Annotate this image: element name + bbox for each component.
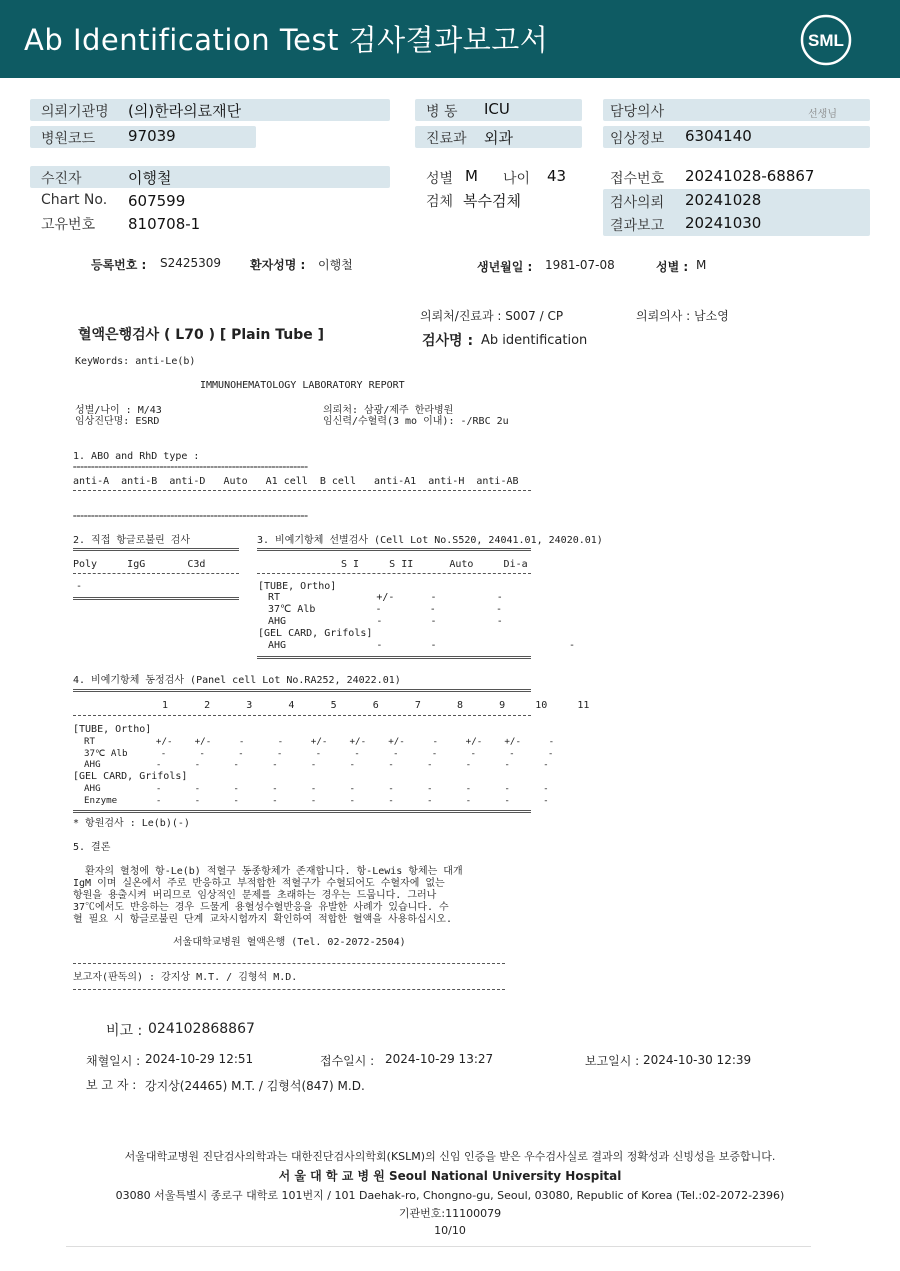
s1-rule-bottom: =================================================================: [73, 513, 308, 520]
name-value: 이행철: [318, 258, 353, 272]
s3-37: 37℃ Alb - - -: [268, 604, 502, 615]
s4-enzyme: Enzyme - - - - - - - - - - -: [84, 795, 549, 806]
specimen-label: 검체: [426, 194, 454, 210]
report-lab-title: IMMUNOHEMATOLOGY LABORATORY REPORT: [200, 380, 405, 391]
exam-name-value: Ab identification: [481, 333, 588, 348]
institution-label: 의뢰기관명: [41, 104, 109, 120]
uid-value: 810708-1: [128, 215, 201, 233]
svg-text:SML: SML: [808, 31, 844, 50]
age-value: 43: [547, 167, 567, 185]
s3-divider: [257, 573, 531, 574]
reporter-value: 강지상(24465) M.T. / 김형석(847) M.D.: [145, 1079, 365, 1093]
hospital-code-value: 97039: [128, 127, 176, 145]
dept-label: 진료과: [426, 131, 467, 147]
chart-label: Chart No.: [41, 192, 108, 208]
page-number: 10/10: [434, 1224, 466, 1237]
s4-ahg: AHG - - - - - - - - - - -: [84, 759, 549, 770]
conclusion-line-1: 환자의 혈청에 항-Le(b) 적혈구 동종항체가 존재합니다. 항-Lewis 항체는 대개: [73, 866, 463, 877]
s3-gel: [GEL CARD, Grifols]: [258, 628, 373, 639]
result-label: 결과보고: [610, 218, 665, 234]
conclusion-line-3: 항원을 용출시켜 버리므로 임상적인 문제를 초래하는 경우는 드뭅니다. 그러나: [73, 890, 437, 901]
request-label: 검사의뢰: [610, 195, 665, 211]
report-pregnancy: 임신력/수혈력(3 mo 이내): -/RBC 2u: [323, 416, 509, 427]
s3-header: S I S II Auto Di-a: [341, 559, 528, 570]
s2-rule: [73, 548, 239, 551]
conclusion-line-4: 37℃에서도 반응하는 경우 드물게 용혈성수혈반응을 유발한 사례가 있습니다. 수: [73, 902, 449, 913]
s4-header: 1 2 3 4 5 6 7 8 9 10 11: [162, 700, 590, 711]
clinical-label: 임상정보: [610, 131, 665, 147]
dob-label: 생년월일 :: [477, 260, 533, 274]
s4-37: 37℃ Alb - - - - - - - - - - -: [84, 748, 554, 759]
specimen-value: 복수검체: [463, 192, 521, 210]
collect-value: 2024-10-29 12:51: [145, 1052, 254, 1066]
sex-bar-label: 성별 :: [656, 260, 689, 274]
reporter-label: 보 고 자 :: [86, 1078, 137, 1092]
report-sex-age: 성별/나이 : M/43: [75, 405, 162, 416]
ward-label: 병 동: [426, 104, 458, 120]
footer-org-number: 기관번호:11100079: [398, 1207, 502, 1220]
patient-row-bg: [30, 166, 390, 188]
footer-hospital-name: 서 울 대 학 교 병 원 Seoul National University Hospital: [278, 1169, 622, 1183]
footer-address: 03080 서울특별시 종로구 대학로 101번지 / 101 Daehak-ro, Chongno-gu, Seoul, 03080, Republic of Korea (Tel.:02-2072-2396): [115, 1189, 785, 1202]
ward-value: ICU: [484, 100, 510, 118]
patient-label: 수진자: [41, 171, 82, 187]
s1-title: 1. ABO and RhD type :: [73, 451, 200, 462]
s3-tube: [TUBE, Ortho]: [258, 581, 337, 592]
s2-value: -: [76, 581, 83, 592]
s1-rule: =================================================================: [73, 464, 308, 471]
s3-rule-bottom: [257, 656, 531, 659]
s3-rule: [257, 548, 531, 551]
sex-bar-value: M: [696, 258, 707, 272]
chart-value: 607599: [128, 192, 186, 210]
s2-header: Poly IgG C3d: [73, 559, 206, 570]
s1-header: anti-A anti-B anti-D Auto A1 cell B cell anti-A1 anti-H anti-AB: [73, 476, 519, 487]
reporter-rule-top: [73, 963, 505, 964]
dept-value: 외과: [484, 129, 513, 147]
receipt-value: 20241028-68867: [685, 167, 815, 185]
footer-divider: [66, 1246, 811, 1247]
reg-label: 등록번호 :: [91, 258, 147, 272]
age-label: 나이: [503, 171, 531, 187]
s4-gel-ahg: AHG - - - - - - - - - - -: [84, 783, 549, 794]
accept-value: 2024-10-29 13:27: [385, 1052, 494, 1066]
doctor-label: 담당의사: [610, 104, 665, 120]
reporter-rule-bottom: [73, 989, 505, 990]
s5-title: 5. 결론: [73, 842, 111, 853]
s3-rt: RT +/- - -: [268, 592, 503, 603]
name-label: 환자성명 :: [250, 258, 306, 272]
s4-divider: [73, 715, 531, 716]
s4-rt: RT +/- +/- - - +/- +/- +/- - +/- +/- -: [84, 736, 555, 747]
receipt-label: 접수번호: [610, 171, 665, 187]
report-time-label: 보고일시 :: [585, 1054, 640, 1068]
report-reporter: 보고자(판독의) : 강지상 M.T. / 김형석 M.D.: [73, 972, 298, 983]
s4-rule-bottom: [73, 810, 531, 813]
report-diagnosis: 임상진단명: ESRD: [75, 416, 160, 427]
s3-title: 3. 비예기항체 선별검사 (Cell Lot No.S520, 24041.01, 24020.01): [257, 535, 603, 546]
note-label: 비고 :: [106, 1023, 143, 1039]
conclusion-line-2: IgM 이며 실온에서 주로 반응하고 부적합한 적혈구가 수혈되어도 수혈자에 없는: [73, 878, 445, 889]
doctor-suffix: 선생님: [808, 109, 837, 120]
conclusion-line-5: 혈 필요 시 항글로불린 단계 교차시험까지 확인하여 적합한 혈액을 사용하십시오.: [73, 914, 452, 925]
s3-ahg: AHG - - -: [268, 616, 503, 627]
accept-label: 접수일시 :: [320, 1054, 375, 1068]
report-time-value: 2024-10-30 12:39: [643, 1053, 752, 1067]
note-value: 024102868867: [148, 1021, 255, 1037]
exam-doctor-line: 의뢰의사 : 남소영: [636, 309, 729, 323]
collect-label: 채혈일시 :: [86, 1054, 141, 1068]
s3-gel-ahg: AHG - - -: [268, 640, 576, 651]
result-value: 20241030: [685, 214, 762, 232]
s4-rule: [73, 689, 531, 692]
s4-tube: [TUBE, Ortho]: [73, 724, 152, 735]
s4-gel: [GEL CARD, Grifols]: [73, 771, 188, 782]
exam-dept-line: 의뢰처/진료과 : S007 / CP: [420, 309, 564, 323]
sex-label: 성별: [426, 171, 454, 187]
uid-label: 고유번호: [41, 217, 96, 233]
report-ref: 의뢰처: 삼광/제주 한라병원: [323, 405, 454, 416]
report-title: Ab Identification Test 검사결과보고서: [24, 23, 549, 57]
exam-section-title: 혈액은행검사 ( L70 ) [ Plain Tube ]: [78, 327, 325, 343]
s2-title: 2. 직접 항글로불린 검사: [73, 535, 191, 546]
request-value: 20241028: [685, 191, 762, 209]
clinical-value: 6304140: [685, 127, 752, 145]
hospital-code-label: 병원코드: [41, 131, 96, 147]
sml-logo: [798, 12, 854, 68]
exam-name-label: 검사명 :: [422, 333, 474, 349]
s4-title: 4. 비예기항체 동정검사 (Panel cell Lot No.RA252, 24022.01): [73, 675, 401, 686]
sex-value: M: [465, 167, 478, 185]
s2-divider: [73, 573, 239, 574]
lab-contact: 서울대학교병원 혈액은행 (Tel. 02-2072-2504): [173, 937, 406, 948]
report-keywords: KeyWords: anti-Le(b): [75, 356, 196, 367]
reg-value: S2425309: [160, 256, 222, 270]
patient-value: 이행철: [128, 169, 172, 187]
s1-divider: [73, 490, 531, 491]
dob-value: 1981-07-08: [545, 258, 615, 272]
institution-value: (의)한라의료재단: [128, 102, 242, 120]
s2-rule-bottom: [73, 597, 239, 600]
footer-certification: 서울대학교병원 진단검사의학과는 대한진단검사의학회(KSLM)의 신임 인증을 받은 우수검사실로 결과의 정확성과 신빙성을 보증합니다.: [124, 1150, 776, 1163]
antigen-test: * 항원검사 : Le(b)(-): [73, 818, 190, 829]
